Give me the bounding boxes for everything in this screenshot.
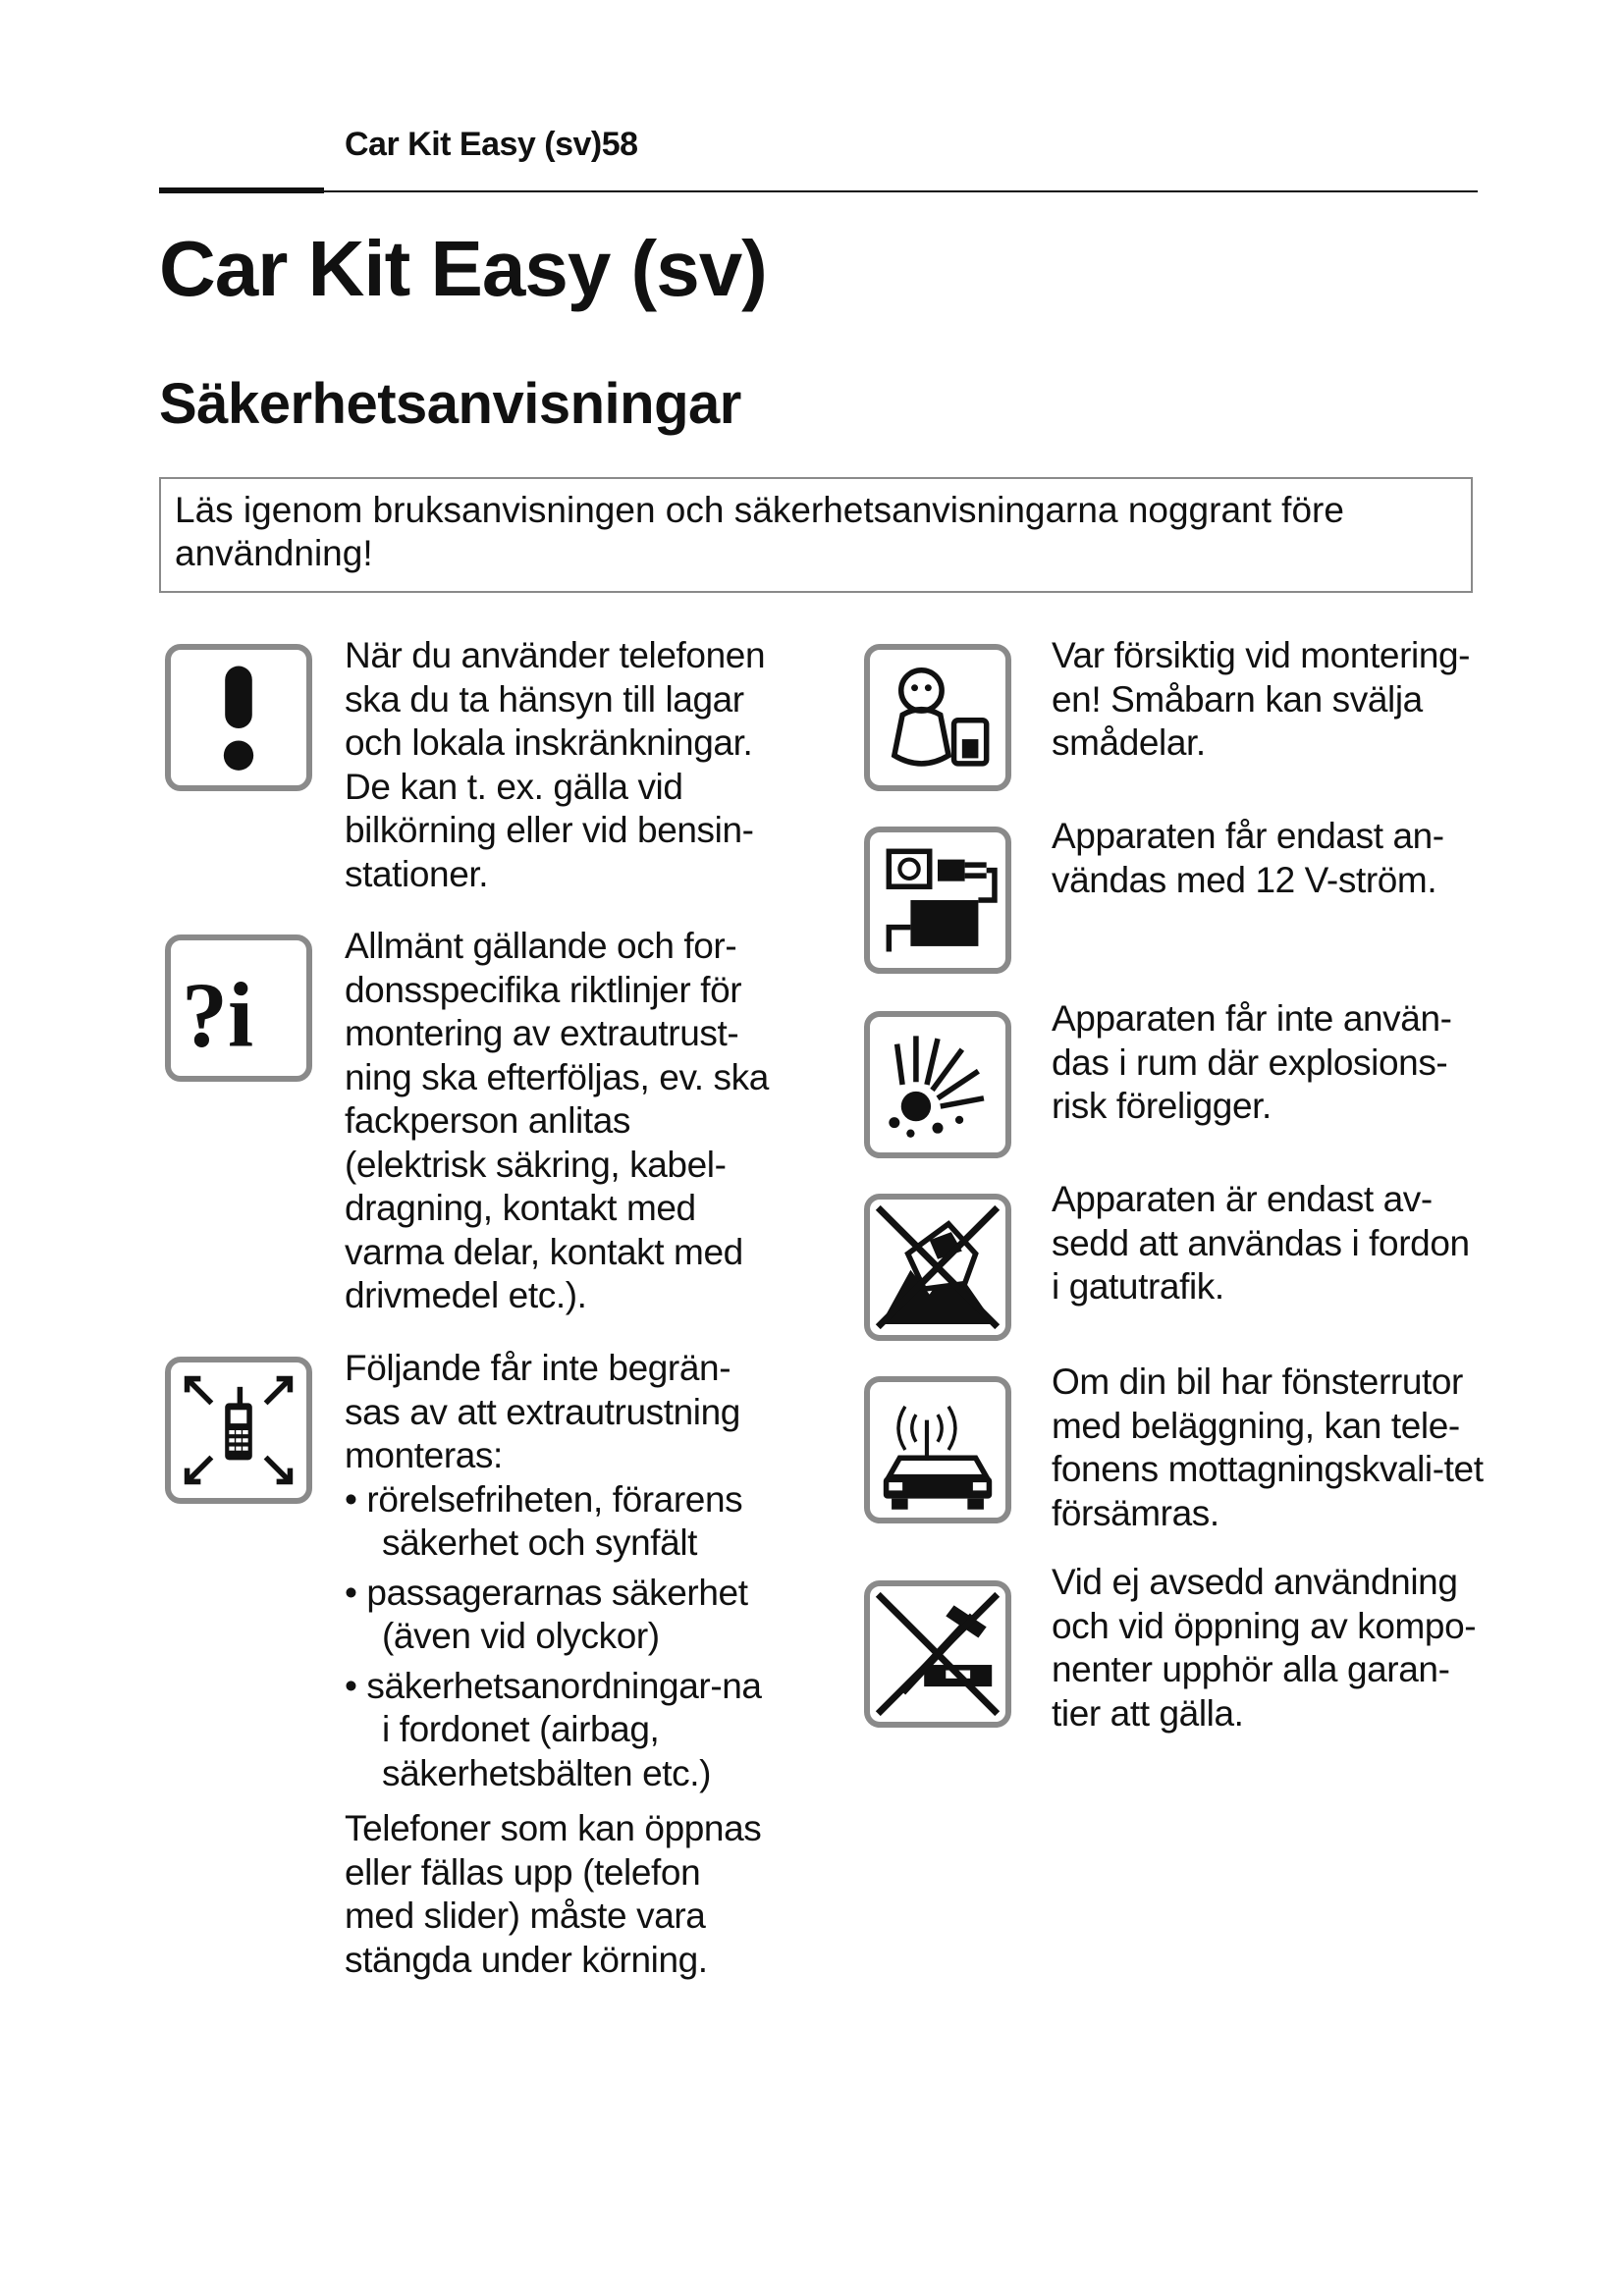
no-offroad-vehicle-icon — [864, 1194, 1011, 1341]
svg-text:?i: ?i — [182, 964, 254, 1067]
left-item-3-outro: Telefoner som kan öppnas eller fällas upp (telefon med slider) måste vara stängda under körning. — [345, 1808, 762, 1980]
car-antenna-signal-icon — [864, 1376, 1011, 1523]
header-rule-thick — [159, 187, 324, 193]
list-item: • rörelsefriheten, förarens säkerhet och synfält — [345, 1478, 743, 1563]
phone-space-icon — [165, 1357, 312, 1504]
right-item-4-text: Apparaten är endast av-sedd att användas i fordon i gatutrafik. — [1052, 1179, 1470, 1307]
running-header: Car Kit Easy (sv)58 — [345, 126, 638, 163]
list-item: • passagerarnas säkerhet (även vid olyckor) — [345, 1572, 748, 1656]
right-item-6-text: Vid ej avsedd användning och vid öppning av kompo-nenter upphör alla garan-tier att gälla. — [1052, 1562, 1477, 1734]
left-item-3-text — [345, 1347, 777, 1982]
explosion-icon — [864, 1011, 1011, 1158]
child-small-parts-icon — [864, 644, 1011, 791]
left-item-2-text: Allmänt gällande och for-donsspecifika riktlinjer för montering av extrautrust-ning ska efterföljas, ev. ska fackperson anlitas (elektrisk säkring, kabel-dragning, kontakt med varma delar, kontakt med drivmedel etc.). — [345, 926, 769, 1315]
list-item: • säkerhetsanordningar-na i fordonet (airbag, säkerhetsbälten etc.) — [345, 1665, 762, 1793]
no-tampering-icon — [864, 1580, 1011, 1728]
header-rule-thin — [324, 190, 1478, 192]
right-item-3-text: Apparaten får inte använ-das i rum där explosions-risk föreligger. — [1052, 998, 1452, 1126]
left-item-3-intro: Följande får inte begrän-sas av att extrautrustning monteras: — [345, 1348, 740, 1475]
power-12v-icon — [864, 827, 1011, 974]
page-title: Car Kit Easy (sv) — [159, 225, 767, 312]
left-item-1-text: När du använder telefonen ska du ta hänsyn till lagar och lokala inskränkningar. De kan t. ex. gälla vid bilkörning eller vid bensin-stationer. — [345, 635, 766, 894]
question-info-icon — [165, 934, 312, 1082]
right-item-5-text: Om din bil har fönsterrutor med beläggning, kan tele-fonens mottagningskvali-tet försämras. — [1052, 1362, 1484, 1533]
exclamation-icon — [165, 644, 312, 791]
right-item-2-text: Apparaten får endast an-vändas med 12 V-ström. — [1052, 816, 1444, 900]
right-item-1-text: Var försiktig vid montering-en! Småbarn kan svälja smådelar. — [1052, 635, 1471, 763]
section-title: Säkerhetsanvisningar — [159, 372, 741, 436]
safety-notice-box: Läs igenom bruksanvisningen och säkerhetsanvisningarna noggrant före användning! — [159, 477, 1473, 593]
